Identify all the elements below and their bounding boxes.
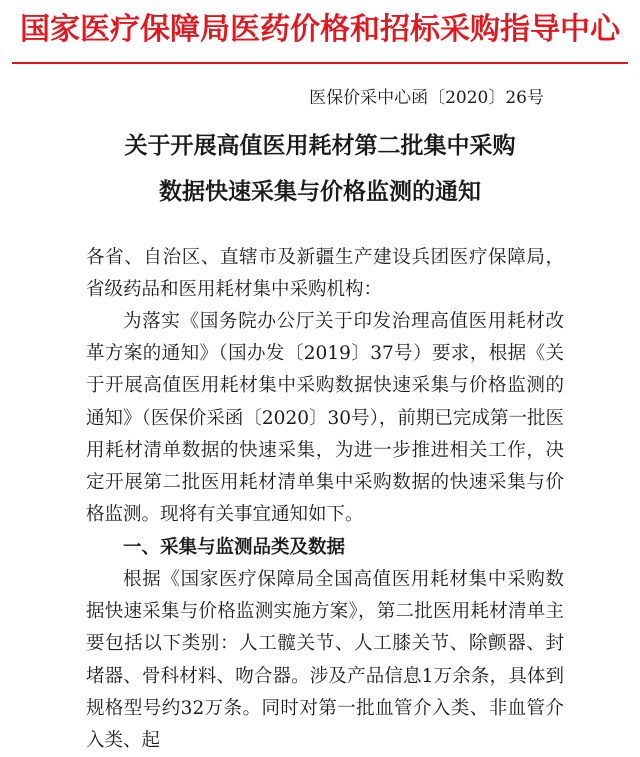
salutation-paragraph: 各省、自治区、直辖市及新疆生产建设兵团医疗保障局，省级药品和医用耗材集中采购机构： <box>86 247 564 301</box>
section-heading-1: 一、采集与监测品类及数据 <box>123 537 346 558</box>
document-title-line-2: 数据快速采集与价格监测的通知 <box>159 178 481 205</box>
body-paragraph-1: 为落实《国务院办公厅关于印发治理高值医用耗材改革方案的通知》（国办发〔2019〕37号）要求，根据《关于开展高值医用耗材集中采购数据快速采集与价格监测的通知》（医保价采函〔2020〕30号），前期已完成第一批医用耗材清单数据的快速采集，为进一步推进相关工作，决定开展第二批医用耗材清单集中采购数据的快速采集与价格监测。现将有关事宜通知如下。 <box>86 311 564 526</box>
masthead-divider <box>12 62 628 64</box>
document-number: 医保价采中心函〔2020〕26号 <box>309 88 544 108</box>
masthead-title: 国家医疗保障局医药价格和招标采购指导中心 <box>20 12 620 47</box>
document-title-line-1: 关于开展高值医用耗材第二批集中采购 <box>124 132 516 159</box>
body-paragraph-2: 根据《国家医疗保障局全国高值医用耗材集中采购数据快速采集与价格监测实施方案》，第二批医用耗材清单主要包括以下类别：人工髋关节、人工膝关节、除颤器、封堵器、骨科材料、吻合器。涉及产品信息1万余条，具体到规格型号约32万条。同时对第一批血管介入类、非血管介入类、起 <box>86 569 564 752</box>
